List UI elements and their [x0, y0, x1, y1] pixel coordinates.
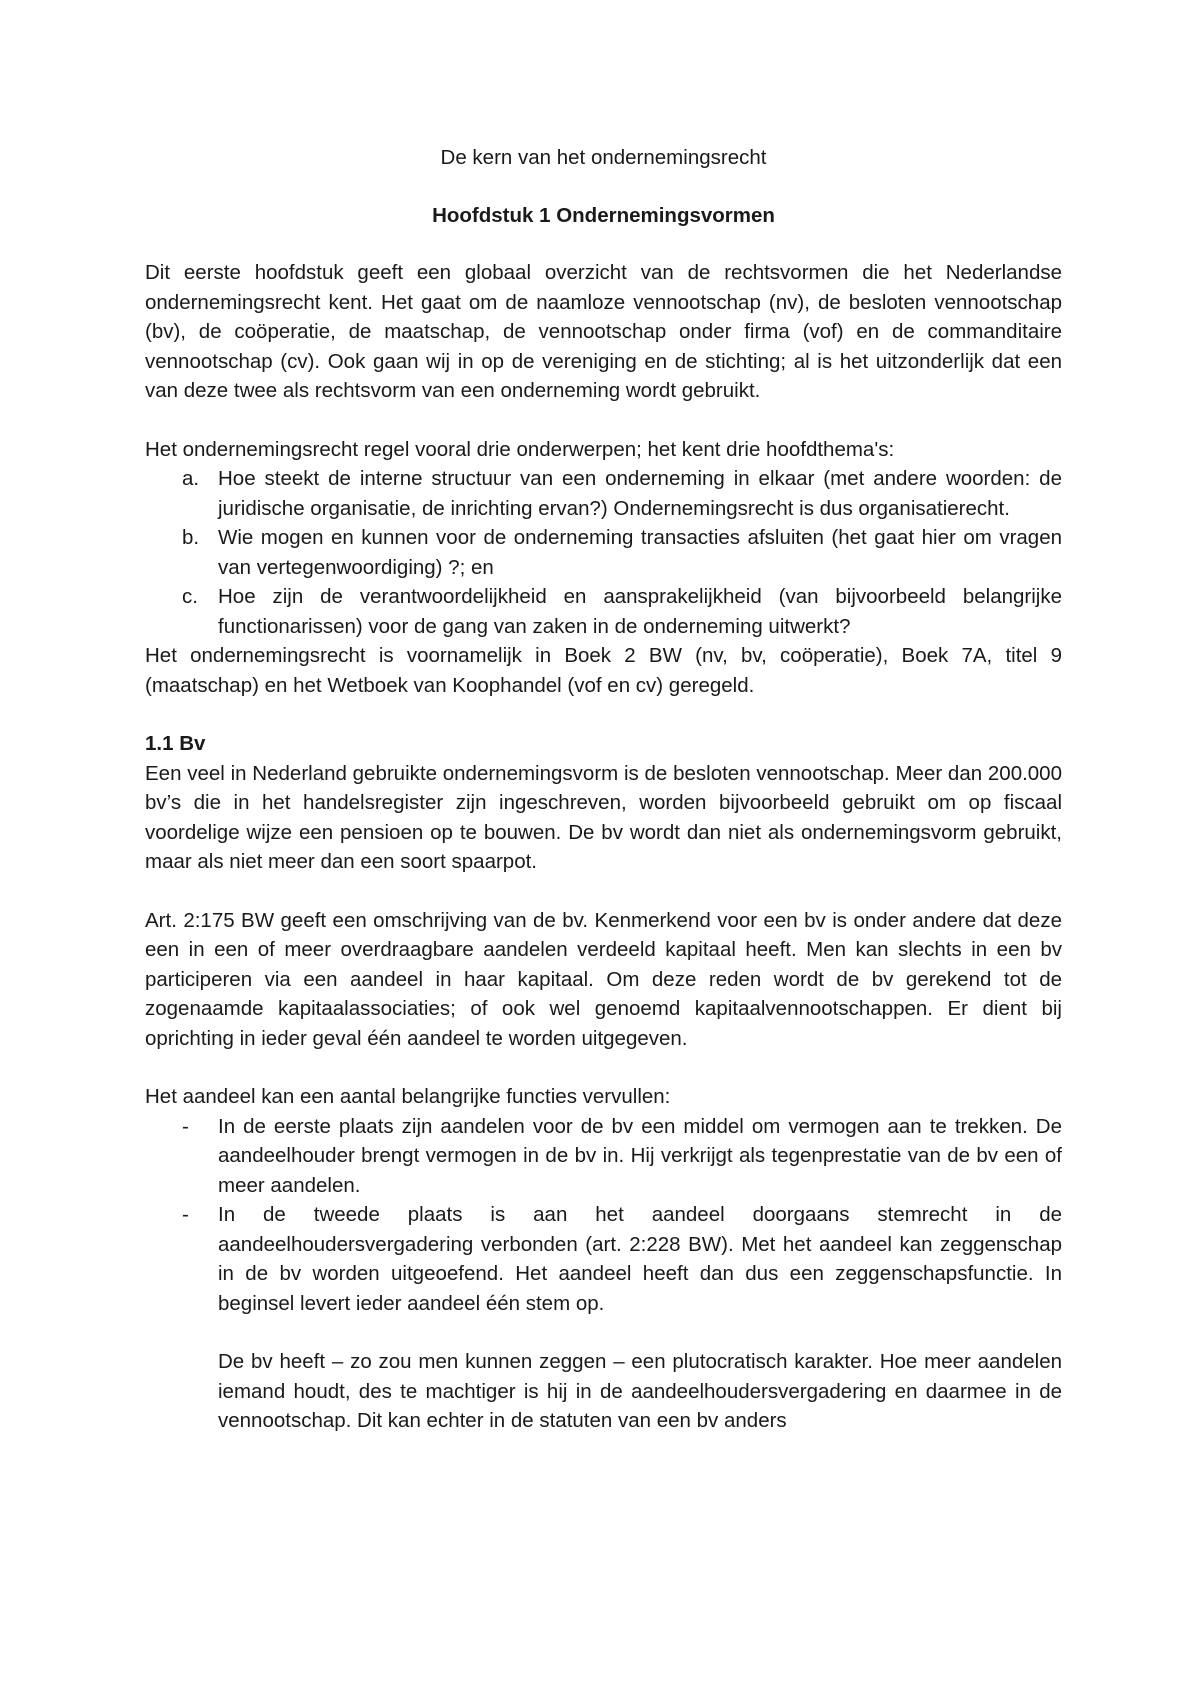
list-marker: -	[182, 1203, 189, 1226]
intro-paragraph: Dit eerste hoofdstuk geeft een globaal overzicht van de rechtsvormen die het Nederlandse ondernemingsrecht kent. Het gaat om de naamloze vennootschap (nv), de besloten vennootschap (bv), de coöperatie, de maatschap, de vennootschap onder firma (vof) en de commanditaire vennootschap (cv). Ook gaan wij in op de vereniging en de stichting; al is het uitzonderlijk dat een van deze twee als rechtsvorm van een onderneming wordt gebruikt.	[145, 261, 1062, 402]
section-paragraph: Art. 2:175 BW geeft een omschrijving van de bv. Kenmerkend voor een bv is onder andere dat deze een in een of meer overdraagbare aandelen verdeeld kapitaal heeft. Men kan slechts in een bv participeren via een aandeel in haar kapitaal. Om deze reden wordt de bv gerekend tot de zogenaamde kapitaalassociaties; of ook wel genoemd kapitaalvennootschappen. Er dient bij oprichting in ieder geval één aandeel te worden uitgegeven.	[145, 908, 1062, 1050]
functions-intro: Het aandeel kan een aantal belangrijke functies vervullen:	[145, 1085, 671, 1108]
list-item	[145, 1112, 1062, 1201]
list-marker: -	[182, 1114, 189, 1138]
list-marker: c.	[182, 585, 198, 608]
list-item-text: Wie mogen en kunnen voor de onderneming transacties afsluiten (het gaat hier om vragen van vertegenwoordiging) ?; en	[218, 526, 1062, 579]
document-title: De kern van het ondernemingsrecht	[440, 146, 767, 169]
list-marker: b.	[182, 526, 200, 549]
functions-list	[145, 1112, 1062, 1319]
list-item-text: In de tweede plaats is aan het aandeel doorgaans stemrecht in de aandeelhoudersvergadering verbonden (art. 2:228 BW). Met het aandeel kan zeggenschap in de bv worden uitgeoefend. Het aandeel heeft dan dus een zeggenschapsfunctie. In beginsel levert ieder aandeel één stem op.	[218, 1203, 1062, 1315]
section-paragraph: Een veel in Nederland gebruikte ondernemingsvorm is de besloten vennootschap. Meer dan 200.000 bv’s die in het handelsregister zijn ingeschreven, worden bijvoorbeeld gebruikt om op fiscaal voordelige wijze een pensioen op te bouwen. De bv wordt dan niet als ondernemingsvorm gebruikt, maar als niet meer dan een soort spaarpot.	[145, 761, 1062, 873]
section-heading: 1.1 Bv	[145, 732, 206, 755]
law-paragraph: Het ondernemingsrecht is voornamelijk in Boek 2 BW (nv, bv, coöperatie), Boek 7A, titel 9 (maatschap) en het Wetboek van Koophandel (vof en cv) geregeld.	[145, 644, 1062, 697]
themes-intro: Het ondernemingsrecht regel vooral drie onderwerpen; het kent drie hoofdthema's:	[145, 437, 895, 461]
list-item	[145, 582, 1062, 641]
list-item-text: Hoe steekt de interne structuur van een onderneming in elkaar (met andere woorden: de juridische organisatie, de inrichting ervan?) Ondernemingsrecht is dus organisatierecht.	[218, 467, 1062, 520]
list-item-text: In de eerste plaats zijn aandelen voor de bv een middel om vermogen aan te trekken. De aandeelhouder brengt vermogen in de bv in. Hij verkrijgt als tegenprestatie van de bv een of meer aandelen.	[218, 1114, 1062, 1197]
list-item	[145, 1200, 1062, 1318]
list-marker: a.	[182, 467, 200, 490]
plutocratic-paragraph: De bv heeft – zo zou men kunnen zeggen – een plutocratisch karakter. Hoe meer aandelen iemand houdt, des te machtiger is hij in de aandeelhoudersvergadering en daarmee in de vennootschap. Dit kan echter in de statuten van een bv anders	[218, 1350, 1062, 1432]
list-item	[145, 523, 1062, 582]
document-page	[145, 143, 1062, 1436]
themes-list	[145, 464, 1062, 641]
list-item	[145, 464, 1062, 523]
list-item-text: Hoe zijn de verantwoordelijkheid en aansprakelijkheid (van bijvoorbeeld belangrijke functionarissen) voor de gang van zaken in de onderneming uitwerkt?	[218, 585, 1062, 638]
chapter-title: Hoofdstuk 1 Ondernemingsvormen	[432, 203, 775, 227]
